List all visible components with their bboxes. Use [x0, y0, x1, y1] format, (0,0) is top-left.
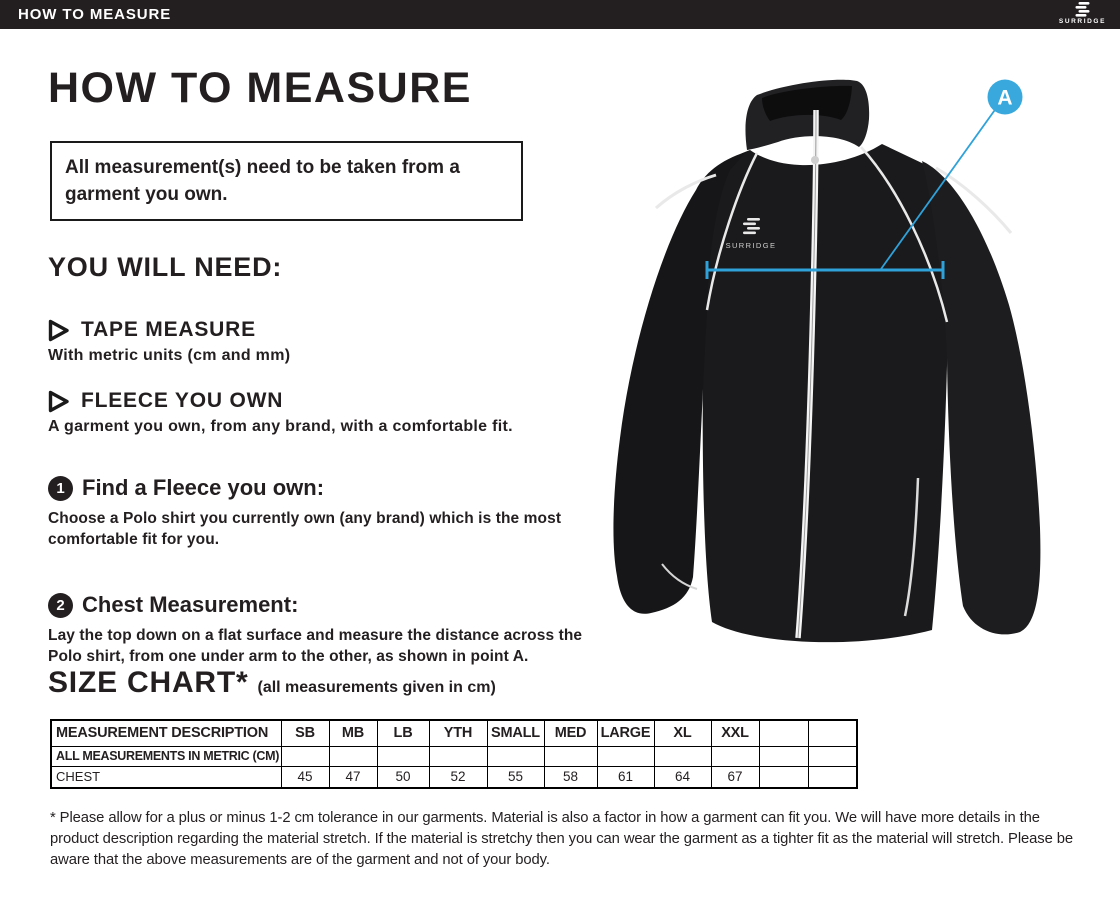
step-2-chest-measurement [48, 592, 606, 667]
header-empty [759, 720, 808, 746]
header-yth: YTH [429, 720, 487, 746]
chest-value: 67 [711, 766, 759, 788]
chest-value: 52 [429, 766, 487, 788]
header-title: HOW TO MEASURE [18, 6, 172, 23]
measurement-note-text: All measurement(s) need to be taken from a garment you own. [65, 157, 460, 206]
need-item-title: TAPE MEASURE [81, 318, 256, 341]
step-desc: Choose a Polo shirt you currently own (any brand) which is the most comfortable fit for you. [48, 510, 562, 549]
metric-note-cell: ALL MEASUREMENTS IN METRIC (CM) [51, 746, 281, 766]
need-item-desc: With metric units (cm and mm) [48, 347, 291, 364]
header-small: SMALL [487, 720, 544, 746]
point-a-label: A [997, 86, 1013, 110]
surridge-wordmark: SURRIDGE [1058, 18, 1106, 25]
header-lb: LB [377, 720, 429, 746]
header-empty [808, 720, 857, 746]
header-xl: XL [654, 720, 711, 746]
fleece-jacket-figure [600, 60, 1120, 700]
chest-value: 58 [544, 766, 597, 788]
need-item-fleece [48, 389, 513, 436]
need-item-title: FLEECE YOU OWN [81, 389, 284, 412]
chest-value: 61 [597, 766, 654, 788]
header-xxl: XXL [711, 720, 759, 746]
chest-label-cell: CHEST [51, 766, 281, 788]
step-number-badge: 1 [48, 476, 73, 501]
header-measurement-description: MEASUREMENT DESCRIPTION [51, 720, 281, 746]
chest-value: 64 [654, 766, 711, 788]
top-header-bar [0, 0, 1120, 29]
step-title: Find a Fleece you own: [82, 475, 325, 500]
triangle-bullet-icon [48, 390, 70, 413]
size-chart-title: SIZE CHART* [48, 666, 249, 699]
table-row-metric-note [51, 746, 857, 766]
table-row-chest [51, 766, 857, 788]
size-chart-table [50, 719, 858, 789]
step-title: Chest Measurement: [82, 592, 299, 617]
page-title: HOW TO MEASURE [48, 64, 472, 112]
size-chart-subtitle: (all measurements given in cm) [257, 679, 496, 696]
chest-value: 55 [487, 766, 544, 788]
step-1-find-fleece [48, 475, 606, 550]
header-med: MED [544, 720, 597, 746]
chest-value: 45 [281, 766, 329, 788]
point-a-marker [988, 80, 1023, 115]
need-item-desc: A garment you own, from any brand, with a comfortable fit. [48, 418, 513, 435]
tolerance-footnote: * Please allow for a plus or minus 1-2 cm tolerance in our garments. Material is also a factor in how a garment can fit you. We will have more details in the product description regarding the material stretch. If the material is stretchy then you can wear the garment as a tighter fit as the material will stretch. Please be aware that the above measurements are of the garment and not of your body. [50, 810, 1073, 868]
zip-pull [811, 156, 819, 164]
header-sb: SB [281, 720, 329, 746]
size-chart-heading [48, 666, 496, 700]
need-item-tape-measure [48, 318, 290, 365]
table-header-row [51, 720, 857, 746]
chest-value: 47 [329, 766, 377, 788]
chest-brand-text: SURRIDGE [725, 241, 777, 250]
step-number-badge: 2 [48, 593, 73, 618]
fleece-jacket-illustration [600, 60, 1120, 700]
step-desc: Lay the top down on a flat surface and measure the distance across the Polo shirt, from one under arm to the other, as shown in point A. [48, 627, 583, 666]
surridge-logo [1059, 2, 1106, 25]
surridge-s-icon [1074, 2, 1091, 17]
header-large: LARGE [597, 720, 654, 746]
you-will-need-heading: YOU WILL NEED: [48, 252, 283, 282]
triangle-bullet-icon [48, 319, 70, 342]
measurement-note-box [50, 141, 523, 221]
header-mb: MB [329, 720, 377, 746]
chest-value: 50 [377, 766, 429, 788]
